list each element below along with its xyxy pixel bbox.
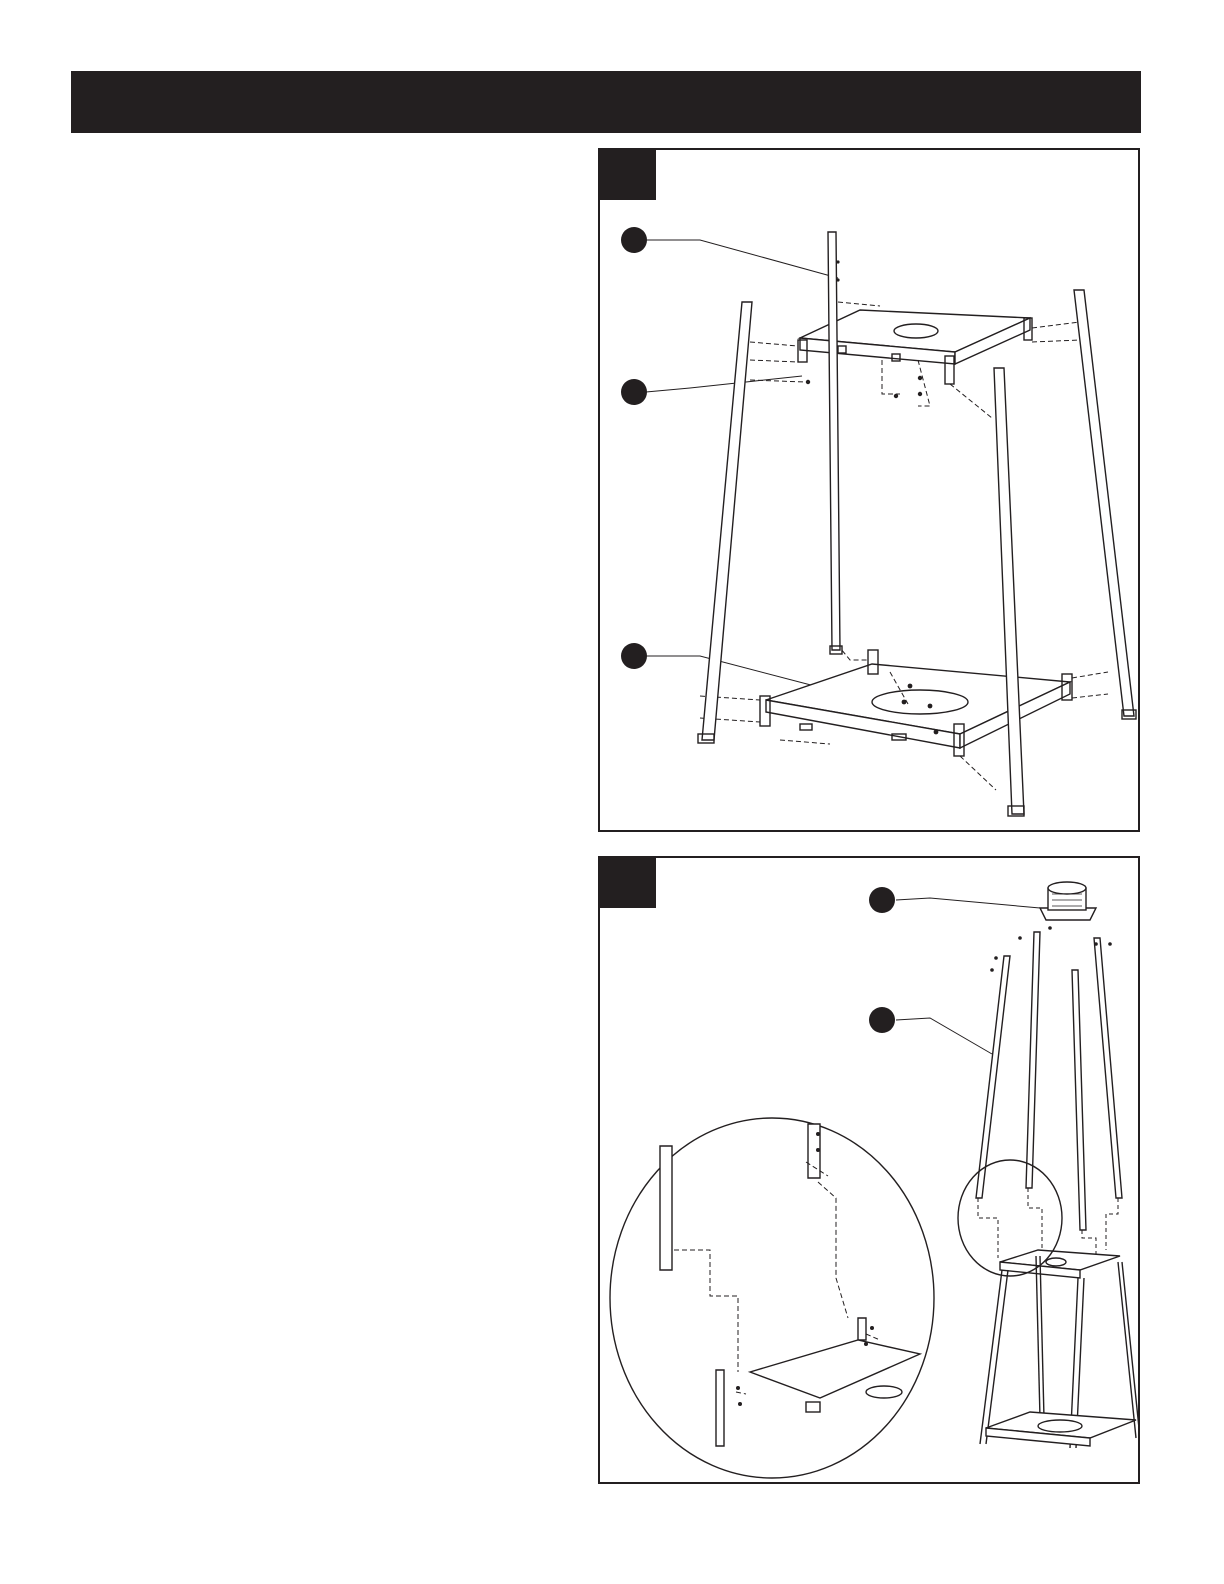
step-1-illustration xyxy=(600,150,1138,830)
callout-5-leader xyxy=(896,1018,992,1054)
step-2-panel xyxy=(598,856,1140,1484)
callout-4-leader xyxy=(896,898,1040,908)
tower-leg-1 xyxy=(976,956,1010,1198)
section-header-bar xyxy=(71,71,1141,133)
callout-4 xyxy=(869,887,895,913)
callout-2-leader xyxy=(646,376,802,392)
callout-3 xyxy=(621,643,647,669)
callout-1-leader xyxy=(646,240,838,278)
detail-zoom-circle xyxy=(610,1118,934,1478)
tower-leg-2 xyxy=(1026,932,1040,1188)
bottom-tray xyxy=(760,650,1072,756)
callout-3-leader xyxy=(646,656,830,690)
tower-lower-frame xyxy=(980,1250,1138,1448)
leg-front-left xyxy=(698,302,752,743)
leg-right xyxy=(1074,290,1136,719)
leg-back-left xyxy=(828,232,842,654)
callout-1 xyxy=(621,227,647,253)
step-2-illustration xyxy=(600,858,1138,1482)
leg-front-center xyxy=(994,368,1024,816)
callout-2 xyxy=(621,379,647,405)
tower-leg-4 xyxy=(1094,938,1122,1198)
step-1-panel xyxy=(598,148,1140,832)
tower-guides xyxy=(978,1188,1118,1258)
burner-head xyxy=(1040,882,1096,920)
callout-5 xyxy=(869,1007,895,1033)
tower-leg-3 xyxy=(1072,970,1086,1230)
